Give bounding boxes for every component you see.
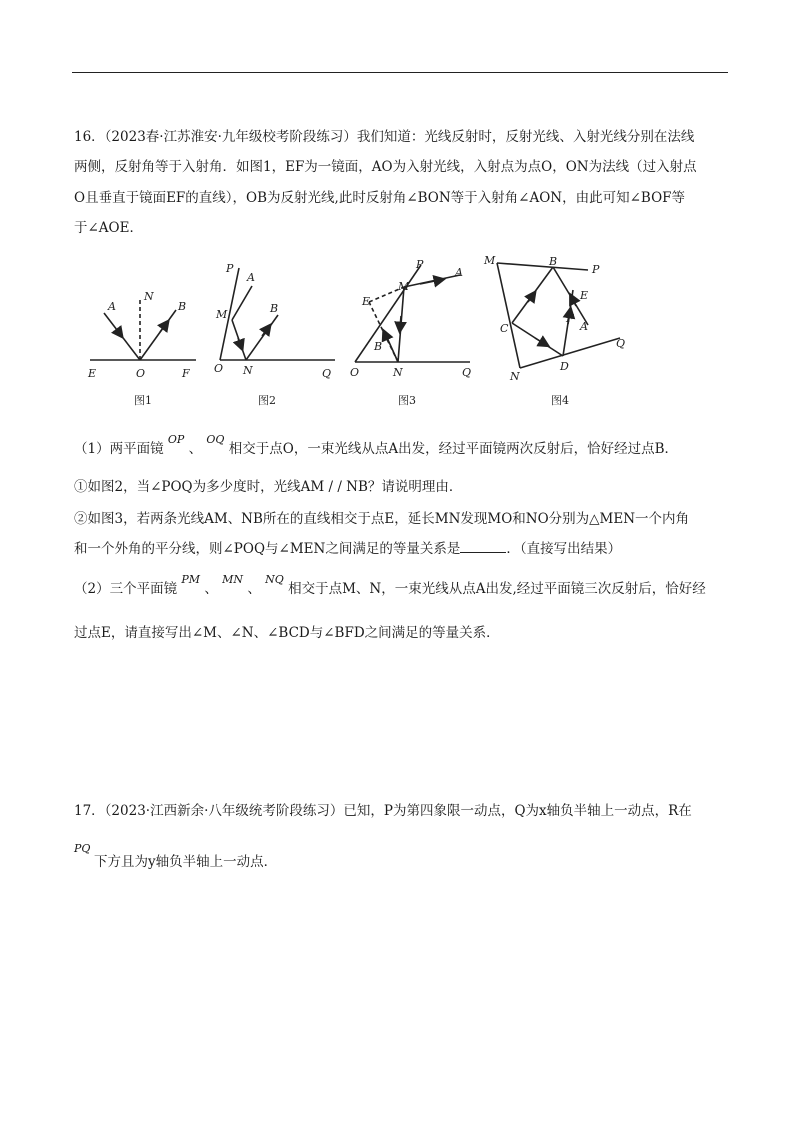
fig3-label-m: M — [398, 280, 410, 293]
fig4-caption: 图4 — [551, 394, 569, 407]
fig3-label-e: E — [362, 295, 371, 308]
q16-line-3: O且垂直于镜面EF的直线），OB为反射光线,此时反射角∠BON等于入射角∠AON，由此可知∠BOF等 — [74, 190, 686, 206]
figures-svg — [0, 0, 800, 420]
fig4-label-a: A — [580, 320, 588, 333]
fig4-label-n: N — [510, 370, 520, 383]
q17-sup: PQ — [74, 842, 91, 855]
q16-part2: （2）三个平面镜 $^{PM}$ 、 $^{MN}$ 、 $^{NQ}$ 相交于点M、N，一束光线从点A出发,经过平面镜三次反射后，恰好经 — [74, 573, 706, 597]
figure-3 — [355, 265, 470, 362]
fig1-label-n: N — [144, 290, 154, 303]
figure-4 — [497, 263, 620, 368]
q16-line-2: 两侧，反射角等于入射角．如图1，EF为一镜面，AO为入射光线，入射点为点O，ON为法线（过入射点 — [74, 159, 697, 175]
fig4-label-e: E — [580, 289, 589, 302]
fig2-label-q: Q — [322, 367, 332, 380]
fig3-label-n: N — [393, 366, 403, 379]
fig3-label-b: B — [374, 340, 383, 353]
fig4-label-m: M — [484, 254, 496, 267]
fig2-caption: 图2 — [258, 394, 276, 407]
fig2-label-o: O — [214, 362, 224, 375]
fig2-label-b: B — [270, 302, 279, 315]
fig4-label-q: Q — [616, 337, 626, 350]
fig1-label-o: O — [136, 367, 146, 380]
q16-part1: （1）两平面镜 $^{OP}$ 、 $^{OQ}$ 相交于点O，一束光线从点A出发，经过平面镜两次反射后，恰好经过点B． — [74, 433, 678, 457]
fig3-label-a: A — [455, 266, 463, 279]
fig3-label-q: Q — [462, 366, 472, 379]
q16-part2-b: 过点E，请直接写出∠M、∠N、∠BCD与∠BFD之间满足的等量关系． — [74, 625, 500, 641]
fig1-label-b: B — [178, 300, 187, 313]
fig1-caption: 图1 — [134, 394, 152, 407]
fig4-label-d: D — [560, 360, 569, 373]
fig4-label-c: C — [500, 322, 509, 335]
fig3-label-o: O — [350, 366, 360, 379]
fig2-label-p: P — [226, 262, 234, 275]
fig2-label-a: A — [247, 271, 255, 284]
q16-part1-ii-a: ②如图3，若两条光线AM、NB所在的直线相交于点E，延长MN发现MO和NO分别为△MEN一个内角 — [74, 511, 690, 527]
q16-part1-i: ①如图2，当∠POQ为多少度时，光线AM / / NB？请说明理由． — [74, 479, 463, 495]
fig2-label-n: N — [243, 364, 253, 377]
answer-blank — [460, 540, 506, 553]
fig3-label-p: P — [416, 258, 424, 271]
q17-line-1: 17．（2023·江西新余·八年级统考阶段练习）已知，P为第四象限一动点，Q为x轴负半轴上一动点，R在 — [74, 803, 692, 819]
q16-line-1: 16．（2023春·江苏淮安·九年级校考阶段练习）我们知道：光线反射时，反射光线、入射光线分别在法线 — [74, 129, 695, 145]
fig4-label-f: F — [566, 312, 574, 325]
fig2-label-m: M — [216, 308, 228, 321]
fig1-label-e: E — [88, 367, 97, 380]
q16-part1-ii-b: 和一个外角的平分线，则∠POQ与∠MEN之间满足的等量关系是 ．（直接写出结果） — [74, 541, 622, 557]
fig1-label-f: F — [182, 367, 190, 380]
fig1-label-a: A — [108, 300, 116, 313]
q16-line-4: 于∠AOE． — [74, 220, 143, 236]
fig3-caption: 图3 — [398, 394, 416, 407]
fig4-label-p: P — [592, 263, 600, 276]
fig4-label-b: B — [549, 255, 558, 268]
q17-line-2: 下方且为y轴负半轴上一动点． — [94, 854, 278, 870]
